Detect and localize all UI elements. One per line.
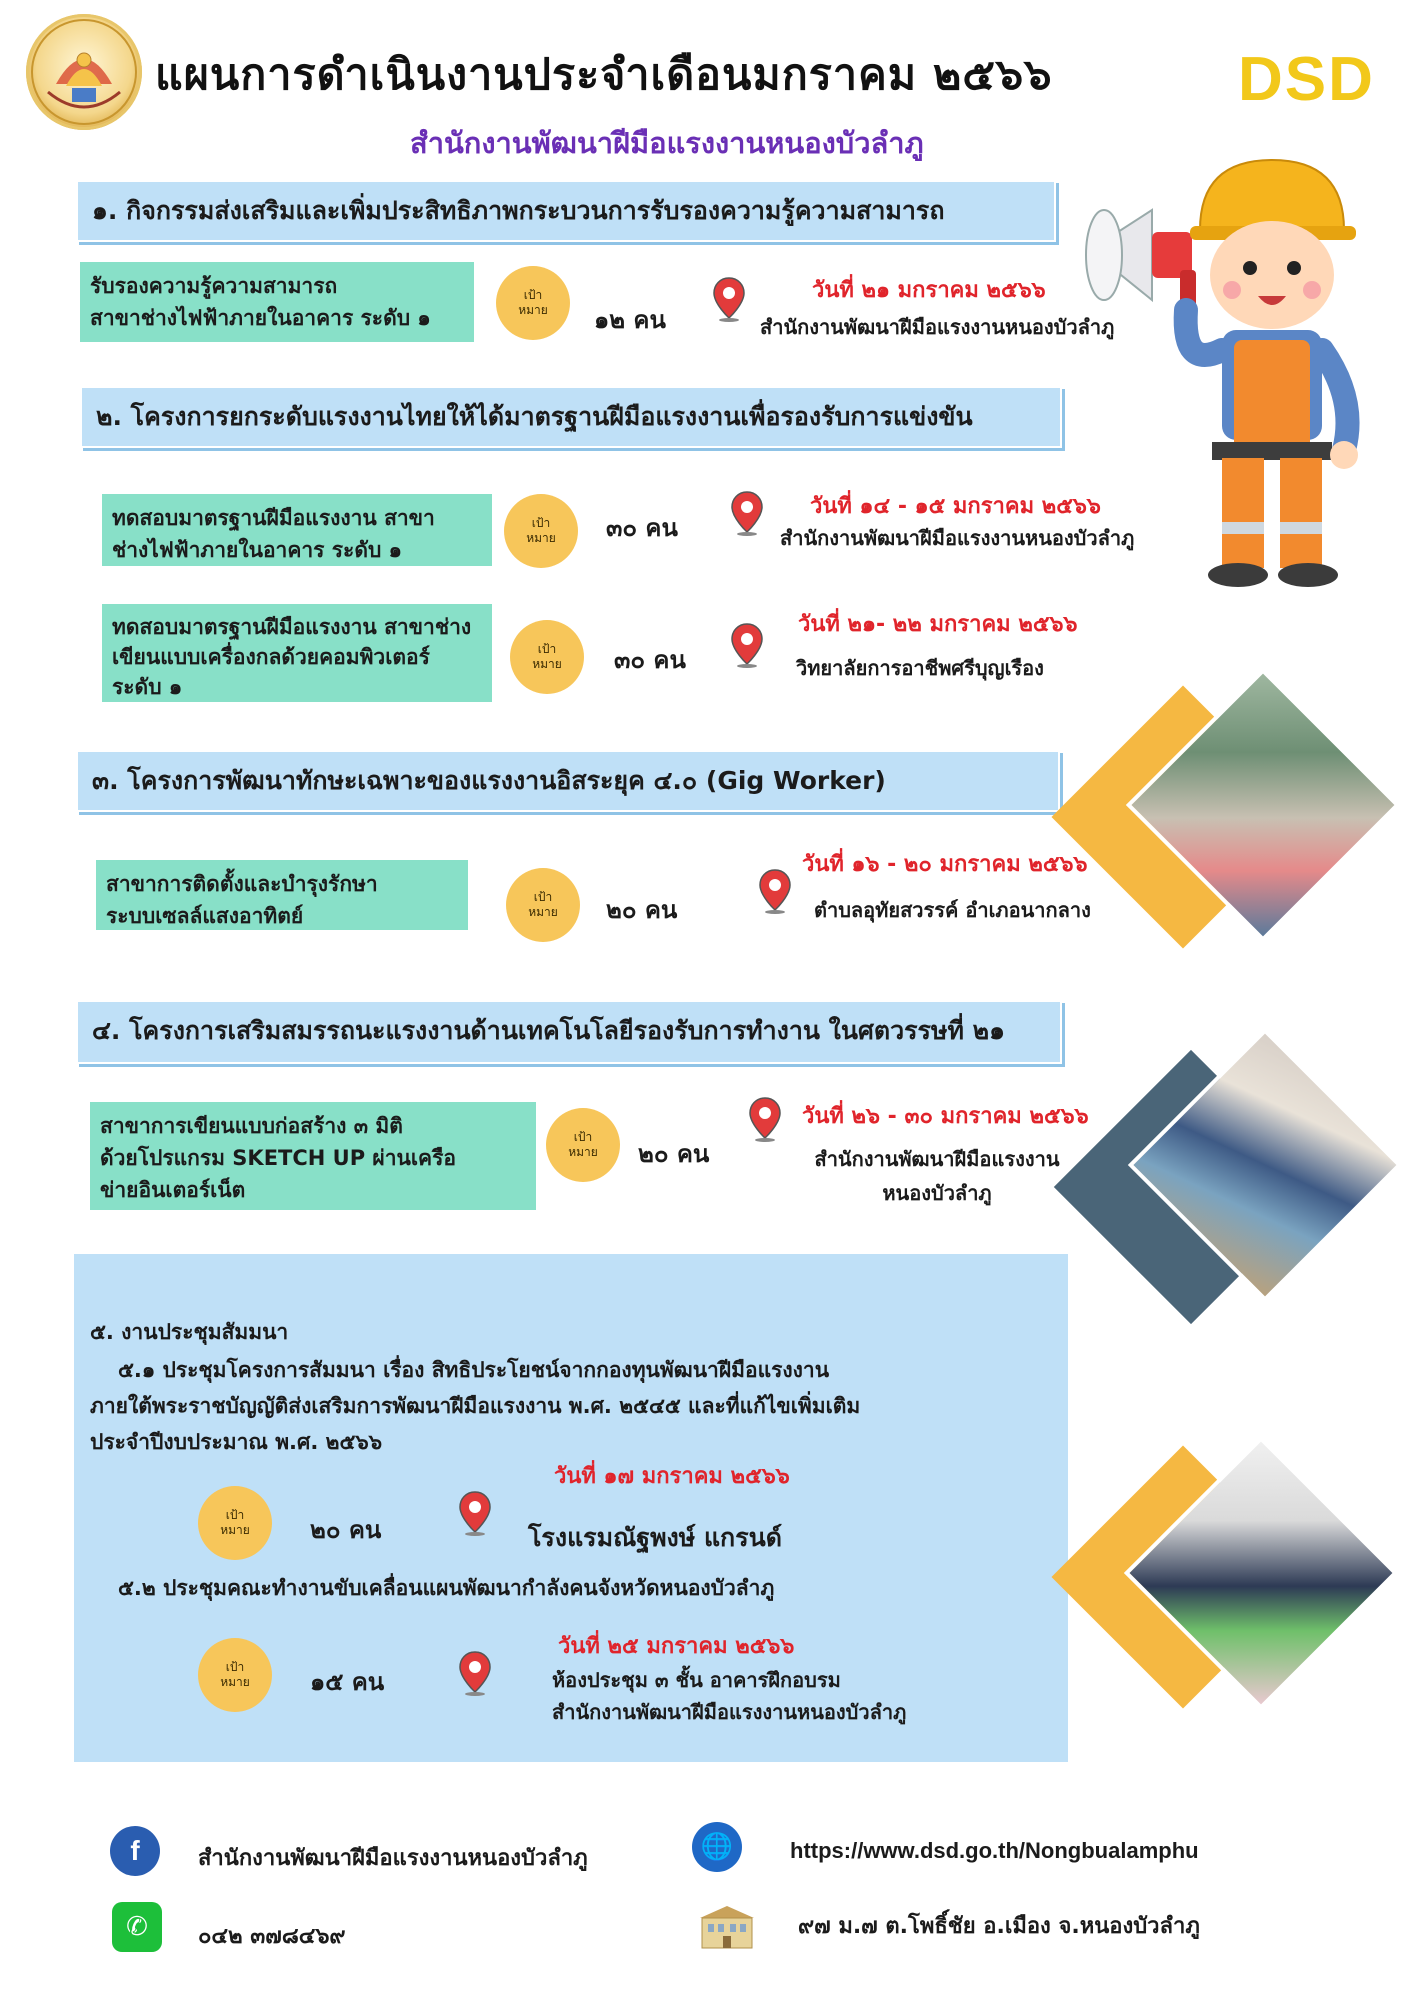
section-2-item-2-name xyxy=(102,604,492,702)
office-address: ๙๗ ม.๗ ต.โพธิ์ชัย อ.เมือง จ.หนองบัวลำภู xyxy=(798,1914,1200,1939)
event-place: สำนักงานพัฒนาฝีมือแรงงาน หนองบัวลำภู xyxy=(814,1147,1060,1205)
event-place: ตำบลอุทัยสวรรค์ อำเภอนากลาง xyxy=(814,898,1091,922)
section-3-item-1-name xyxy=(96,860,468,930)
building-icon xyxy=(696,1904,758,1952)
location-pin-icon xyxy=(712,276,746,322)
event-place: สำนักงานพัฒนาฝีมือแรงงานหนองบัวลำภู xyxy=(780,526,1135,550)
event-date: วันที่ ๒๕ มกราคม ๒๕๖๖ xyxy=(558,1634,795,1659)
section-1-header: ๑. กิจกรรมส่งเสริมและเพิ่มประสิทธิภาพกระบวนการรับรองความรู้ความสามารถ xyxy=(76,180,1056,242)
item-name-line: สาขาช่างไฟฟ้าภายในอาคาร ระดับ ๑ xyxy=(90,306,431,330)
section-5-title: ๕. งานประชุมสัมมนา xyxy=(90,1320,289,1344)
item-name-line: ระบบเซลล์แสงอาทิตย์ xyxy=(106,904,304,928)
target-count: ๒๐ คน xyxy=(606,896,678,924)
location-pin-icon xyxy=(758,868,792,914)
event-date: วันที่ ๑๖ - ๒๐ มกราคม ๒๕๖๖ xyxy=(802,852,1088,877)
item-name-line: รับรองความรู้ความสามารถ xyxy=(90,274,338,298)
target-count: ๓๐ คน xyxy=(614,646,686,674)
website-link[interactable]: https://www.dsd.go.th/Nongbualamphu xyxy=(790,1838,1199,1863)
location-pin-icon xyxy=(748,1096,782,1142)
phone-icon[interactable]: ✆ xyxy=(112,1902,162,1952)
target-badge: เป้า หมาย xyxy=(546,1108,620,1182)
event-place: ห้องประชุม ๓ ชั้น อาคารฝึกอบรม สำนักงานพัฒนาฝีมือแรงงานหนองบัวลำภู xyxy=(552,1668,907,1724)
item-name-line: ระดับ ๑ xyxy=(112,675,183,699)
location-pin-icon xyxy=(458,1490,492,1536)
dsd-brand-logo: DSD xyxy=(1238,45,1375,114)
section-2-header: ๒. โครงการยกระดับแรงงานไทยให้ได้มาตรฐานฝีมือแรงงานเพื่อรองรับการแข่งขัน xyxy=(80,386,1062,448)
event-place: วิทยาลัยการอาชีพศรีบุญเรือง xyxy=(796,656,1044,680)
target-badge: เป้า หมาย xyxy=(506,868,580,942)
location-pin-icon xyxy=(458,1650,492,1696)
section-3-header: ๓. โครงการพัฒนาทักษะเฉพาะของแรงงานอิสระยุค ๔.๐ (Gig Worker) xyxy=(76,750,1060,812)
globe-icon[interactable]: 🌐 xyxy=(692,1822,742,1872)
item-name-line: สาขาการติดตั้งและบำรุงรักษา xyxy=(106,872,378,896)
page-subtitle: สำนักงานพัฒนาฝีมือแรงงานหนองบัวลำภู xyxy=(410,126,924,160)
target-badge: เป้า หมาย xyxy=(496,266,570,340)
emblem-icon xyxy=(26,14,142,130)
location-pin-icon xyxy=(730,490,764,536)
target-count: ๓๐ คน xyxy=(606,514,678,542)
item-name-line: เขียนแบบเครื่องกลด้วยคอมพิวเตอร์ xyxy=(112,645,430,669)
event-date: วันที่ ๒๑ มกราคม ๒๕๖๖ xyxy=(812,278,1046,303)
phone-number[interactable]: ๐๔๒ ๓๗๘๔๖๙ xyxy=(198,1924,346,1949)
section-1-item-1-name xyxy=(80,262,474,342)
facebook-page-name[interactable]: สำนักงานพัฒนาฝีมือแรงงานหนองบัวลำภู xyxy=(198,1846,588,1871)
item-name-line: ด้วยโปรแกรม SKETCH UP ผ่านเครือ xyxy=(100,1146,456,1170)
target-count: ๒๐ คน xyxy=(638,1140,710,1168)
item-name-line: ทดสอบมาตรฐานฝีมือแรงงาน สาขา xyxy=(112,506,435,530)
target-count: ๑๕ คน xyxy=(310,1668,385,1696)
section-4-item-1-name xyxy=(90,1102,536,1210)
item-name-line: ช่างไฟฟ้าภายในอาคาร ระดับ ๑ xyxy=(112,538,402,562)
target-badge: เป้า หมาย xyxy=(198,1638,272,1712)
target-badge: เป้า หมาย xyxy=(198,1486,272,1560)
event-date: วันที่ ๒๖ - ๓๐ มกราคม ๒๕๖๖ xyxy=(802,1104,1089,1129)
event-place: สำนักงานพัฒนาฝีมือแรงงานหนองบัวลำภู xyxy=(760,315,1115,339)
section-5-2-title: ๕.๒ ประชุมคณะทำงานขับเคลื่อนแผนพัฒนากำลังคนจังหวัดหนองบัวลำภู xyxy=(118,1576,775,1600)
target-badge: เป้า หมาย xyxy=(510,620,584,694)
event-date: วันที่ ๑๗ มกราคม ๒๕๖๖ xyxy=(554,1464,790,1489)
section-2-item-1-name xyxy=(102,494,492,566)
target-count: ๒๐ คน xyxy=(310,1516,382,1544)
dsd-emblem-logo xyxy=(26,14,142,130)
event-date: วันที่ ๒๑- ๒๒ มกราคม ๒๕๖๖ xyxy=(798,612,1078,637)
event-date: วันที่ ๑๔ - ๑๕ มกราคม ๒๕๖๖ xyxy=(810,494,1101,519)
page-title: แผนการดำเนินงานประจำเดือนมกราคม ๒๕๖๖ xyxy=(155,50,1053,100)
target-count: ๑๒ คน xyxy=(594,306,666,334)
megaphone-icon xyxy=(1086,210,1196,310)
event-place: โรงแรมณัฐพงษ์ แกรนด์ xyxy=(528,1523,782,1552)
facebook-icon[interactable]: f xyxy=(110,1826,160,1876)
section-5-1-description: ๕.๑ ประชุมโครงการสัมมนา เรื่อง สิทธิประโยชน์จากกองทุนพัฒนาฝีมือแรงงาน ภายใต้พระราชบัญญัติส่งเสริมการพัฒนาฝีมือแรงงาน พ.ศ. ๒๕๔๕ และที่แก้ไขเพิ่มเติม ประจำปีงบประมาณ พ.ศ. ๒๕๖๖ xyxy=(90,1358,861,1454)
item-name-line: ข่ายอินเตอร์เน็ต xyxy=(100,1178,246,1202)
target-badge: เป้า หมาย xyxy=(504,494,578,568)
location-pin-icon xyxy=(730,622,764,668)
item-name-line: สาขาการเขียนแบบก่อสร้าง ๓ มิติ xyxy=(100,1114,403,1138)
item-name-line: ทดสอบมาตรฐานฝีมือแรงงาน สาขาช่าง xyxy=(112,615,472,639)
section-4-header: ๔. โครงการเสริมสมรรถนะแรงงานด้านเทคโนโลยีรองรับการทำงาน ในศตวรรษที่ ๒๑ xyxy=(76,1000,1062,1064)
